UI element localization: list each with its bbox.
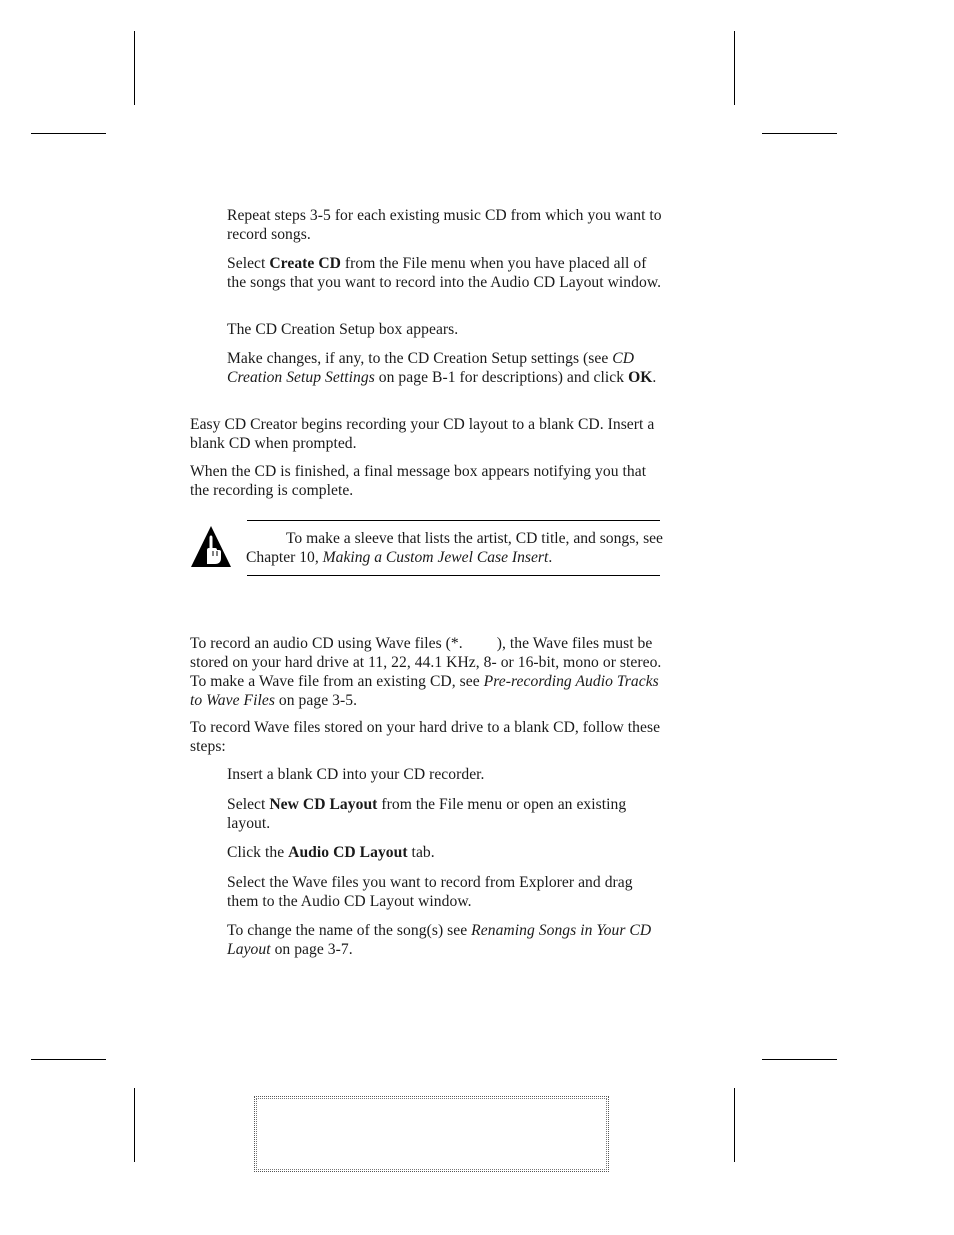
step-text: from the File menu or open an existing layout.	[227, 796, 627, 832]
step-text: Select	[227, 796, 270, 813]
note-rule-bottom	[247, 575, 660, 576]
paragraph-text: ), the Wave files must be stored on your hard drive at 11, 22, 44.1 KHz, 8- or 16-bit, mono or stereo. To make a Wave file from an existing CD, see	[190, 635, 662, 690]
step-text: Make changes, if any, to the CD Creation Setup settings (see	[227, 350, 613, 367]
crop-mark-bottom-right	[734, 1088, 735, 1162]
step-text: Repeat steps 3-5 for each existing music CD from which you want to record songs.	[227, 207, 662, 243]
crop-mark-top-left	[134, 31, 135, 105]
note-text	[246, 529, 666, 567]
cross-reference: CD Creation Setup Settings	[227, 350, 635, 386]
note-text-main: To make a sleeve that lists the artist, CD title, and songs, see Chapter 10,	[246, 530, 663, 566]
crop-mark-top-left	[31, 133, 106, 134]
crop-mark-bottom-right	[762, 1059, 837, 1060]
crop-mark-bottom-left	[31, 1059, 106, 1060]
step-new-layout	[227, 795, 667, 833]
paragraph-text: on page 3-5.	[274, 692, 358, 709]
button-name-ok: OK	[628, 369, 653, 386]
cross-reference: Making a Custom Jewel Case Insert	[322, 549, 549, 566]
crop-mark-top-right	[734, 31, 735, 105]
step-text: To change the name of the song(s) see	[227, 922, 472, 939]
note-text-end: .	[548, 549, 553, 566]
step-text: .	[652, 369, 657, 386]
step-select-wave	[227, 873, 667, 911]
note-rule-top	[247, 520, 660, 521]
crop-mark-top-right	[762, 133, 837, 134]
step-make-changes	[227, 349, 667, 387]
step-text: Click the	[227, 844, 289, 861]
body-paragraph: When the CD is finished, a final message box appears notifying you that the recording is complete.	[190, 463, 647, 499]
step-text: from the File menu when you have placed all of the songs that you want to record into the Audio CD Layout window.	[227, 255, 662, 291]
crop-mark-bottom-left	[134, 1088, 135, 1162]
step-text: on page B-1 for descriptions) and click	[374, 369, 629, 386]
step-result	[227, 320, 667, 339]
step-text: Insert a blank CD into your CD recorder.	[227, 766, 485, 783]
step-text: The CD Creation Setup box appears.	[227, 321, 459, 338]
step-text: Select	[227, 255, 270, 272]
menu-command-new-cd-layout: New CD Layout	[269, 796, 378, 813]
pointing-hand-icon	[189, 524, 233, 570]
step-repeat	[227, 206, 667, 244]
step-rename	[227, 921, 667, 959]
footer-box	[254, 1096, 609, 1172]
step-text: on page 3-7.	[270, 941, 353, 958]
step-insert-cd	[227, 765, 667, 784]
tab-name-audio-cd-layout: Audio CD Layout	[288, 844, 408, 861]
step-click-tab	[227, 843, 667, 862]
cross-reference: Renaming Songs in Your CD Layout	[227, 922, 652, 958]
wave-follow-paragraph: To record Wave files stored on your hard drive to a blank CD, follow these steps:	[190, 719, 661, 755]
body-paragraph: Easy CD Creator begins recording your CD layout to a blank CD. Insert a blank CD when prompted.	[190, 416, 655, 452]
step-select-create-cd	[227, 254, 667, 292]
step-text: tab.	[407, 844, 435, 861]
cross-reference: Pre-recording Audio Tracks to Wave Files	[190, 673, 659, 709]
paragraph-text: To record an audio CD using Wave files (*.	[190, 635, 463, 652]
menu-command-create-cd: Create CD	[269, 255, 341, 272]
step-text: Select the Wave files you want to record from Explorer and drag them to the Audio CD Layout window.	[227, 874, 633, 910]
wave-intro-paragraph	[190, 634, 668, 710]
